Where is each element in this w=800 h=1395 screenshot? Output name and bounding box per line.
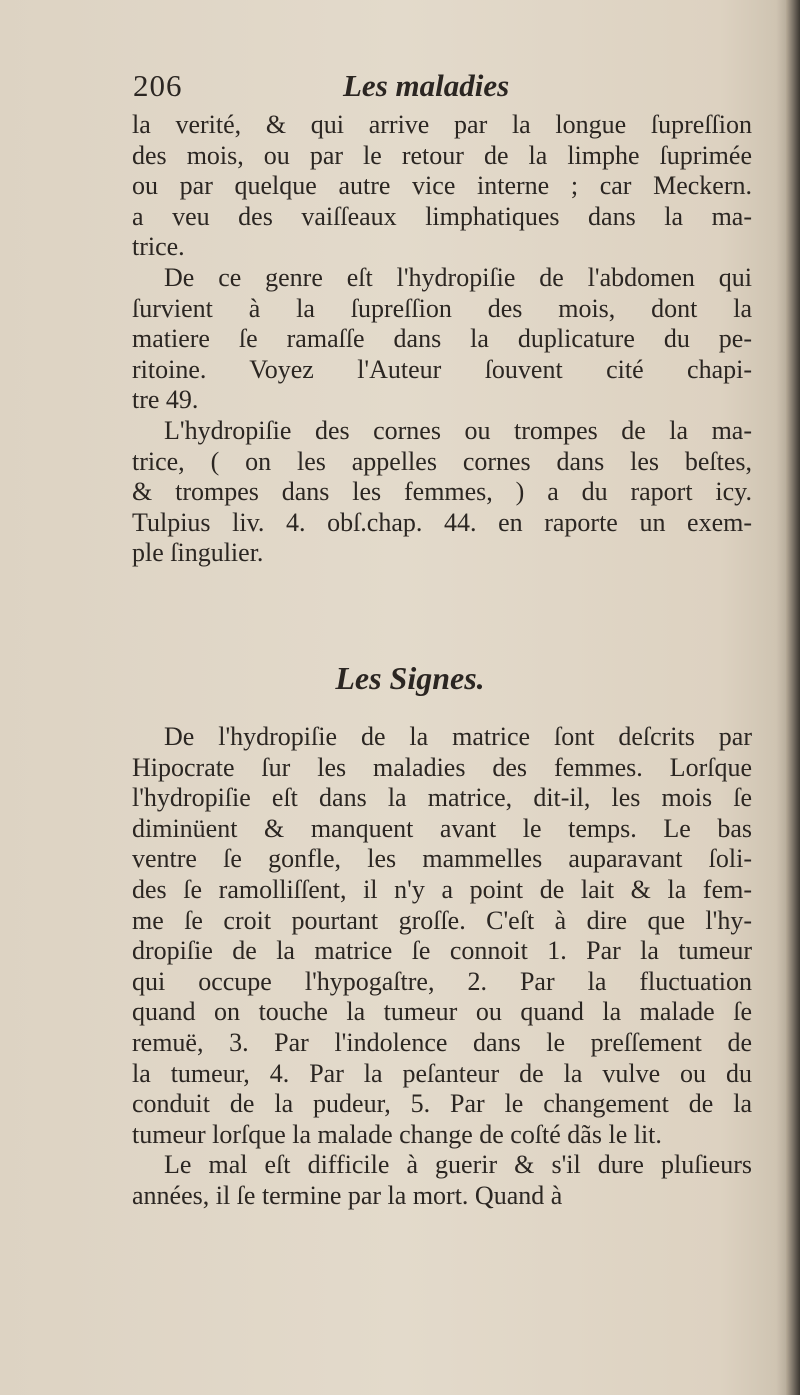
text-block-top [132, 110, 752, 569]
text-line: tumeur lorſque la malade change de coſté dãs le lit. [132, 1119, 662, 1149]
text-line: ou par quelque autre vice interne ; car Meckern. [132, 171, 752, 201]
text-line: Le mal eſt difficile à guerir & s'il dure pluſieurs [164, 1150, 752, 1180]
text-line: des mois, ou par le retour de la limphe ſuprimée [132, 140, 752, 170]
text-line: années, il ſe termine par la mort. Quand à [132, 1180, 563, 1210]
text-line: matiere ſe ramaſſe dans la duplicature du pe- [132, 324, 752, 354]
text-line: la verité, & qui arrive par la longue ſupreſſion [132, 110, 752, 139]
paragraph [132, 263, 752, 416]
text-line: De l'hydropiſie de la matrice ſont deſcrits par [164, 722, 752, 751]
text-line: ventre ſe gonfle, les mammelles auparavant ſoli- [132, 844, 752, 874]
text-line: dropiſie de la matrice ſe connoit 1. Par la tumeur [132, 936, 752, 966]
paragraph [132, 416, 752, 569]
text-line: des ſe ramolliſſent, il n'y a point de lait & la fem- [132, 874, 752, 904]
text-line: ſurvient à la ſupreſſion des mois, dont la [132, 293, 752, 323]
paragraph [132, 722, 752, 1150]
page-edge-shadow [786, 0, 800, 1395]
text-line: tre 49. [132, 385, 199, 415]
text-line: a veu des vaiſſeaux limphatiques dans la ma- [132, 201, 752, 231]
text-line: la tumeur, 4. Par la peſanteur de la vulve ou du [132, 1058, 752, 1088]
text-block-bottom [132, 722, 752, 1212]
section-title: Les Signes. [335, 660, 485, 696]
text-line: qui occupe l'hypogaſtre, 2. Par la fluctuation [132, 966, 752, 996]
text-line: & trompes dans les femmes, ) a du raport icy. [132, 477, 752, 507]
text-line: me ſe croit pourtant groſſe. C'eſt à dire que l'hy- [132, 905, 752, 935]
running-head: Les maladies [343, 68, 510, 103]
text-line: l'hydropiſie eſt dans la matrice, dit-il, les mois ſe [132, 783, 752, 813]
text-line: diminüent & manquent avant le temps. Le bas [132, 813, 752, 843]
text-line: Hipocrate ſur les maladies des femmes. Lorſque [132, 752, 752, 782]
text-line: ple ſingulier. [132, 538, 264, 568]
text-line: L'hydropiſie des cornes ou trompes de la ma- [164, 415, 752, 445]
paragraph [132, 1150, 752, 1211]
text-line: Tulpius liv. 4. obſ.chap. 44. en raporte un exem- [132, 507, 752, 537]
text-line: trice. [132, 232, 185, 262]
paragraph [132, 110, 752, 263]
text-line: conduit de la pudeur, 5. Par le changement de la [132, 1089, 752, 1119]
text-line: ritoine. Voyez l'Auteur ſouvent cité chapi- [132, 354, 752, 384]
text-line: trice, ( on les appelles cornes dans les beſtes, [132, 446, 752, 476]
text-line: remuë, 3. Par l'indolence dans le preſſement de [132, 1027, 752, 1057]
page-number: 206 [133, 68, 183, 103]
page-header [133, 64, 613, 108]
text-line: De ce genre eſt l'hydropiſie de l'abdomen qui [164, 262, 752, 292]
text-line: quand on touche la tumeur ou quand la malade ſe [132, 997, 752, 1027]
